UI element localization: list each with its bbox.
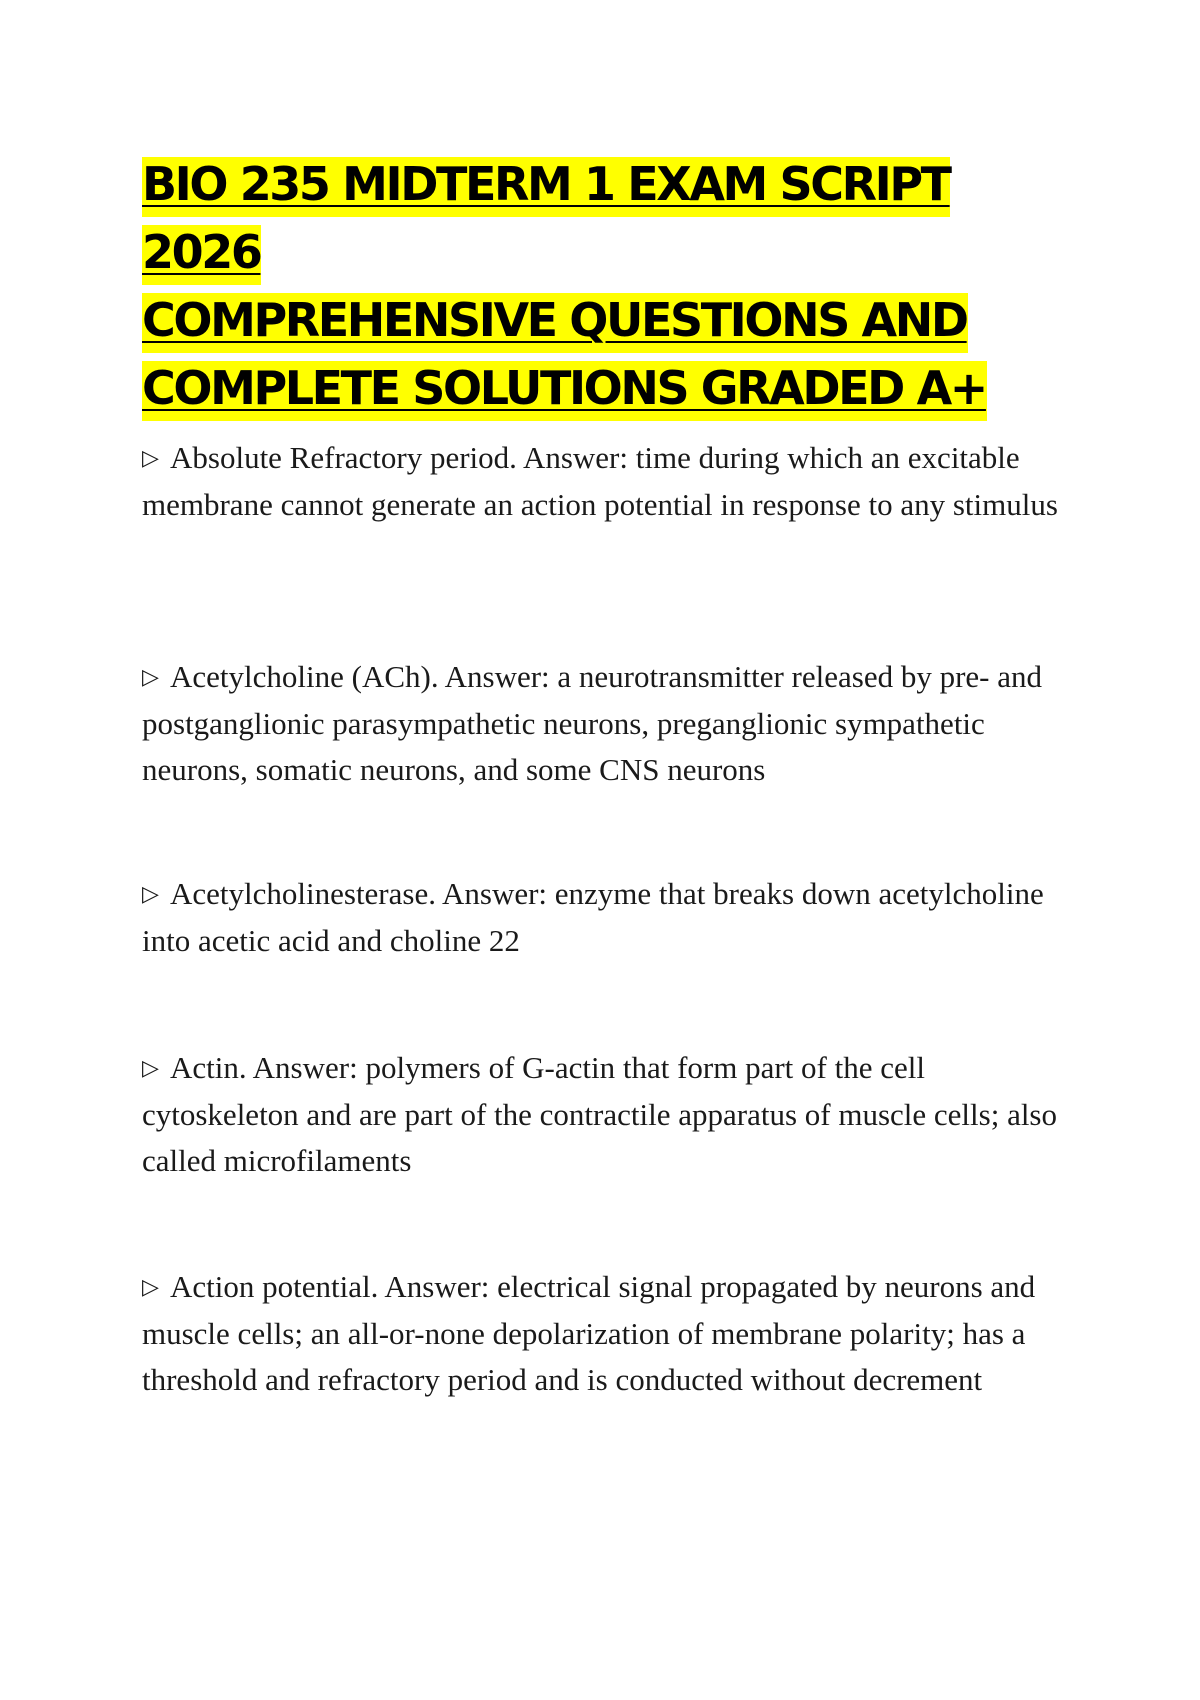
entry-text: Absolute Refractory period. Answer: time during which an excitable membrane cannot generate an action potential in response to any stimulus xyxy=(142,440,1058,522)
triangle-right-outline-icon: ▷ xyxy=(142,1275,159,1300)
triangle-right-outline-icon: ▷ xyxy=(142,665,159,690)
title-line: COMPREHENSIVE QUESTIONS AND xyxy=(142,293,968,353)
list-item xyxy=(142,1045,1082,1184)
entry-text: Action potential. Answer: electrical signal propagated by neurons and muscle cells; an all-or-none depolarization of membrane polarity; has a threshold and refractory period and is conducted without decrement xyxy=(142,1269,1036,1397)
list-item xyxy=(142,871,1082,964)
list-item xyxy=(142,654,1082,793)
list-item xyxy=(142,435,1082,528)
entry-text: Actin. Answer: polymers of G-actin that form part of the cell cytoskeleton and are part of the contractile apparatus of muscle cells; also called microfilaments xyxy=(142,1050,1057,1178)
title-line: COMPLETE SOLUTIONS GRADED A+ xyxy=(142,361,987,421)
entry-text: Acetylcholine (ACh). Answer: a neurotransmitter released by pre- and postganglionic parasympathetic neurons, preganglionic sympathetic neurons, somatic neurons, and some CNS neurons xyxy=(142,659,1042,787)
document-title xyxy=(142,150,1082,422)
title-line: BIO 235 MIDTERM 1 EXAM SCRIPT 2026 xyxy=(142,157,950,285)
triangle-right-outline-icon: ▷ xyxy=(142,446,159,471)
list-item xyxy=(142,1264,1082,1403)
entry-text: Acetylcholinesterase. Answer: enzyme that breaks down acetylcholine into acetic acid and choline 22 xyxy=(142,876,1044,958)
triangle-right-outline-icon: ▷ xyxy=(142,882,159,907)
triangle-right-outline-icon: ▷ xyxy=(142,1056,159,1081)
